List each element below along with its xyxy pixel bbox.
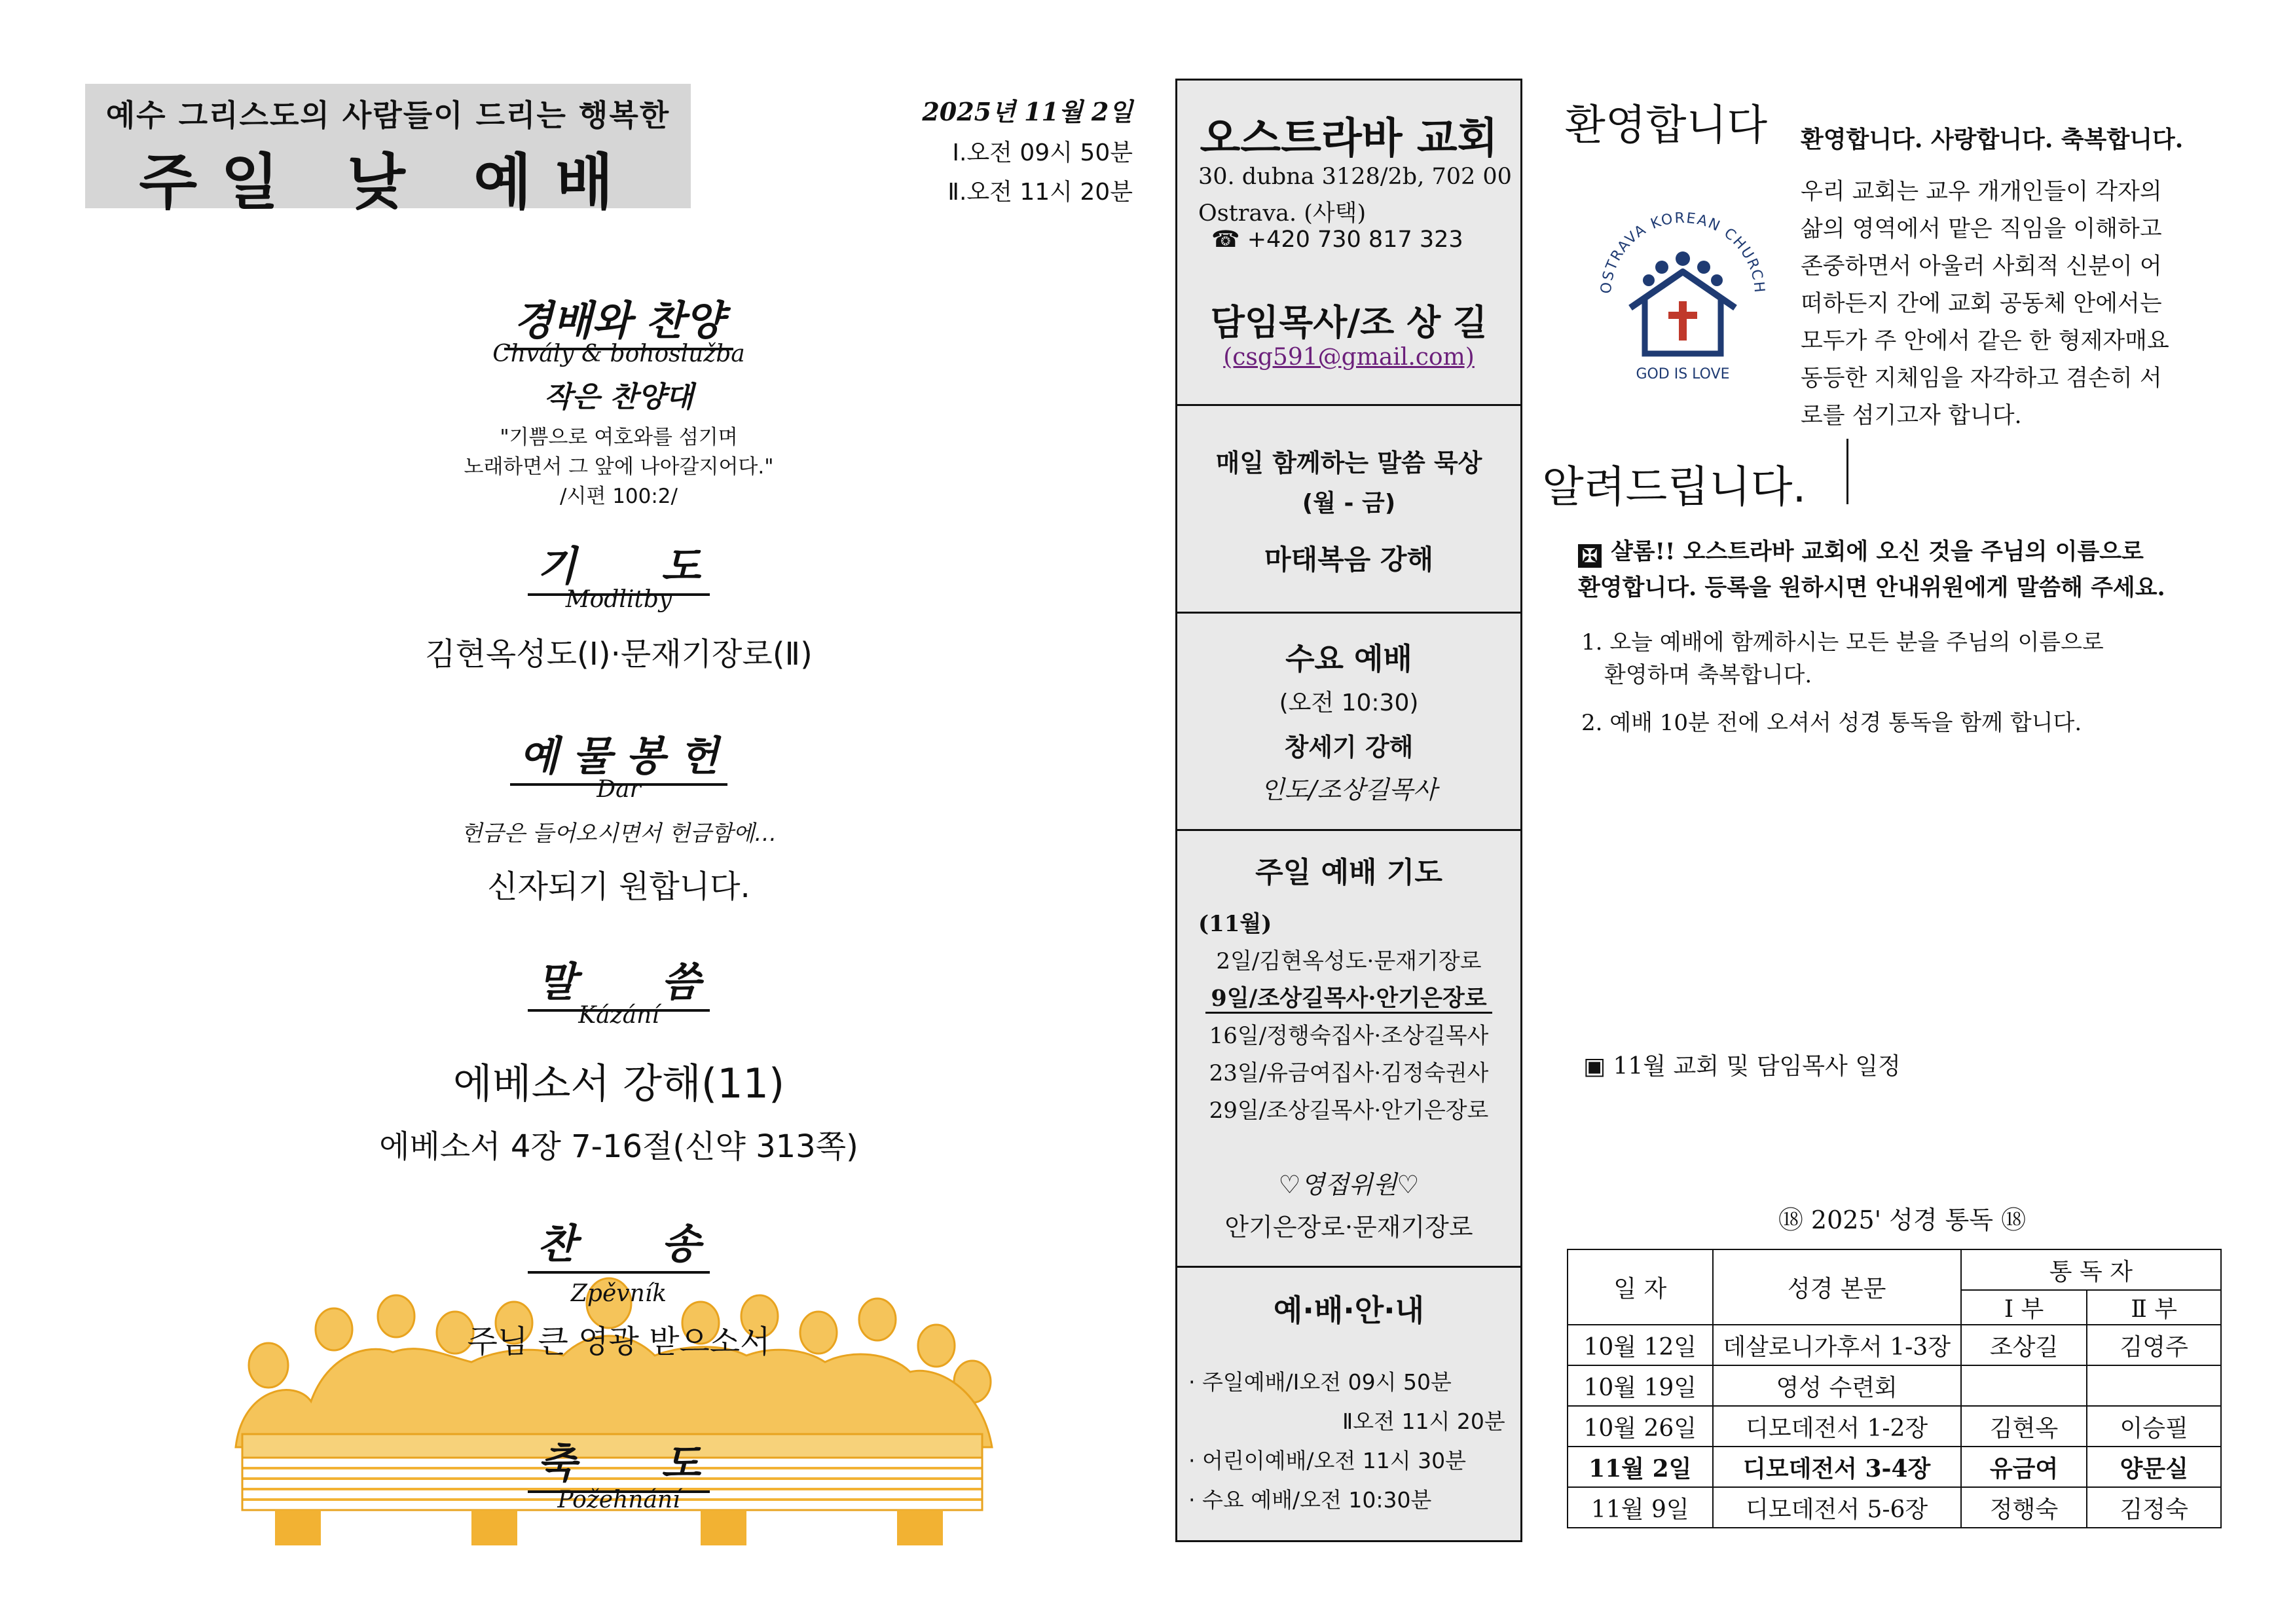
prayer-schedule-item-text: 9일/조상길목사·안기은장로 — [1205, 985, 1492, 1014]
choir-name: 작은 찬양대 — [544, 380, 693, 414]
church-address-1: 30. dubna 3128/2b, 702 00 — [1198, 164, 1512, 190]
sunday-prayer-month: (11월) — [1198, 911, 1272, 937]
hymn-title-text: 찬 송 — [528, 1211, 709, 1274]
notice-item-2: 2. 예배 10분 전에 오셔서 성경 통독을 함께 합니다. — [1581, 710, 2082, 736]
hymn-subtitle: Zpěvník — [570, 1280, 667, 1307]
welcome-paragraph-line: 모두가 주 안에서 같은 한 형제자매요 — [1801, 328, 2169, 354]
shalom-line-2: 환영합니다. 등록을 원하시면 안내위원에게 말씀해 주세요. — [1578, 574, 2165, 601]
blessing-title-text: 축 도 — [528, 1431, 709, 1493]
reading-title: ⑱ 2025' 성경 통독 ⑱ — [1778, 1206, 2027, 1234]
cell-text: 디모데전서 1-2장 — [1713, 1406, 1961, 1447]
verse-line-1: "기쁨으로 여호와를 섬기며 — [500, 426, 738, 449]
table-row — [1568, 1325, 2221, 1365]
sermon-subtitle: Kázání — [578, 1002, 659, 1029]
church-phone: ☎ +420 730 817 323 — [1211, 227, 1463, 253]
notice-item-1-cont: 환영하며 축복합니다. — [1604, 662, 1812, 688]
verse-line-2: 노래하면서 그 앞에 나아갈지어다." — [464, 455, 774, 479]
header-date: 일 자 — [1568, 1249, 1713, 1325]
cell-reader-2: 김영주 — [2087, 1325, 2221, 1365]
verse-reference: /시편 100:2/ — [560, 485, 678, 508]
wednesday-title: 수요 예배 — [1285, 641, 1412, 676]
prayer-schedule-item: 23일/유금여집사·김정숙권사 — [1209, 1060, 1489, 1086]
church-name: 오스트라바 교회 — [1200, 115, 1498, 163]
service-date: 2025년 11월 2일 — [922, 97, 1133, 126]
guide-item-wednesday: · 수요 예배/오전 10:30분 — [1188, 1487, 1432, 1513]
guide-item-sunday-2: Ⅱ오전 11시 20분 — [1342, 1409, 1505, 1434]
service-guide-title: 예·배·안·내 — [1273, 1293, 1425, 1328]
sermon-passage: 에베소서 4장 7-16절(신약 313쪽) — [379, 1128, 858, 1165]
shalom-notice — [1578, 534, 2233, 606]
cell-date: 10월 26일 — [1568, 1406, 1713, 1447]
cell-reader-1: 김현옥 — [1961, 1406, 2087, 1447]
cell-date: 11월 2일 — [1568, 1447, 1713, 1487]
table-row — [1568, 1365, 2221, 1406]
cell-text: 디모데전서 3-4장 — [1713, 1447, 1961, 1487]
pastor-email-link[interactable]: (csg591@gmail.com) — [1223, 344, 1475, 371]
cell-reader-1: 정행숙 — [1961, 1487, 2087, 1528]
guide-item-sunday: · 주일예배/Ⅰ오전 09시 50분 — [1188, 1369, 1452, 1395]
offering-subtitle: Dar — [597, 776, 641, 803]
offering-title-text: 예 물 봉 헌 — [510, 724, 727, 786]
offering-note: 헌금은 들어오시면서 헌금함에… — [460, 821, 777, 847]
cell-date: 11월 9일 — [1568, 1487, 1713, 1528]
cell-reader-2: 김정숙 — [2087, 1487, 2221, 1528]
logo-arc-textpath: OSTRAVA KOREAN CHURCH — [1598, 210, 1768, 295]
cell-text: 영성 수련회 — [1713, 1365, 1961, 1406]
worship-title-text: 경배와 찬양 — [504, 288, 733, 350]
bible-reading-table — [1567, 1249, 2222, 1528]
prayer-subtitle: Modlitby — [565, 586, 672, 613]
shalom-icon: ✠ — [1578, 544, 1602, 568]
offering-hymn: 신자되기 원합니다. — [487, 868, 750, 905]
cell-reader-1: 유금여 — [1961, 1447, 2087, 1487]
wednesday-topic: 창세기 강해 — [1284, 733, 1414, 762]
cell-reader-1: 조상길 — [1961, 1325, 2087, 1365]
cell-text: 디모데전서 5-6장 — [1713, 1487, 1961, 1528]
pastor-name: 담임목사/조 상 길 — [1210, 301, 1488, 343]
notices-title: 알려드립니다. — [1542, 462, 1807, 512]
daily-word-title: 매일 함께하는 말씀 묵상 — [1215, 449, 1482, 477]
church-address-2: Ostrava. (사택) — [1198, 200, 1367, 227]
header-part1: Ⅰ 부 — [1961, 1290, 2087, 1325]
blessing-subtitle: Požehnání — [557, 1486, 680, 1513]
worship-subtitle: Chvály & bohoslužba — [492, 341, 745, 367]
header-subtitle: 예수 그리스도의 사람들이 드리는 행복한 — [105, 98, 670, 133]
ushers-title: ♡영접위원♡ — [1278, 1170, 1420, 1199]
prayer-leaders: 김현옥성도(Ⅰ)·문재기장로(Ⅱ) — [425, 636, 813, 673]
header-part2: Ⅱ 부 — [2087, 1290, 2221, 1325]
table-row-current — [1568, 1447, 2221, 1487]
welcome-paragraph-line: 로를 섬기고자 합니다. — [1801, 403, 2022, 429]
welcome-paragraph-line: 떠하든지 간에 교회 공동체 안에서는 — [1801, 291, 2162, 317]
cell-reader-2 — [2087, 1365, 2221, 1406]
cell-reader-2: 이승필 — [2087, 1406, 2221, 1447]
notices-divider — [1846, 439, 1848, 504]
blessing-title — [295, 1431, 943, 1493]
prayer-title-text: 기 도 — [528, 534, 709, 596]
welcome-paragraph-line: 동등한 지체임을 자각하고 겸손히 서 — [1801, 365, 2162, 392]
prayer-schedule-item: 16일/정행숙집사·조상길목사 — [1209, 1023, 1489, 1049]
service-time-1: Ⅰ.오전 09시 50분 — [952, 139, 1133, 166]
header-text: 성경 본문 — [1713, 1249, 1961, 1325]
ushers-names: 안기은장로·문재기장로 — [1224, 1213, 1473, 1242]
cell-date: 10월 12일 — [1568, 1325, 1713, 1365]
wednesday-leader: 인도/조상길목사 — [1260, 775, 1437, 804]
church-logo-icon — [1585, 196, 1781, 393]
prayer-schedule-item: 29일/조상길목사·안기은장로 — [1209, 1098, 1489, 1124]
welcome-paragraph-line: 존중하면서 아울러 사회적 신분이 어 — [1801, 253, 2162, 280]
cell-reader-1 — [1961, 1365, 2087, 1406]
notice-item-1: 1. 오늘 예배에 함께하시는 모든 분을 주님의 이름으로 — [1581, 629, 2104, 655]
schedule-notice: ▣ 11월 교회 및 담임목사 일정 — [1583, 1053, 1901, 1080]
shalom-line-1: 샬롬!! 오스트라바 교회에 오신 것을 주님의 이름으로 — [1611, 538, 2144, 565]
welcome-paragraph-line: 우리 교회는 교우 개개인들이 각자의 — [1801, 179, 2162, 205]
hymn-name: 주님 큰 영광 받으소서 — [467, 1323, 771, 1360]
prayer-schedule-item-current — [1175, 980, 1522, 1013]
daily-word-book: 마태복음 강해 — [1264, 544, 1434, 576]
sermon-title-text: 말 씀 — [528, 950, 709, 1012]
welcome-greeting: 환영합니다. 사랑합니다. 축복합니다. — [1801, 126, 2184, 153]
welcome-title: 환영합니다 — [1565, 101, 1768, 150]
logo-bottom-text: GOD IS LOVE — [1636, 366, 1730, 382]
header-readers: 통 독 자 — [1961, 1249, 2221, 1290]
wednesday-time: (오전 10:30) — [1279, 690, 1419, 716]
cell-date: 10월 19일 — [1568, 1365, 1713, 1406]
table-row — [1568, 1406, 2221, 1447]
header-title: 주일 낮 예배 — [139, 147, 637, 217]
table-header-row — [1568, 1249, 2221, 1290]
sunday-prayer-title: 주일 예배 기도 — [1255, 856, 1442, 889]
guide-item-children: · 어린이예배/오전 11시 30분 — [1188, 1448, 1466, 1473]
table-row — [1568, 1487, 2221, 1528]
prayer-schedule-item: 2일/김현옥성도·문재기장로 — [1216, 948, 1482, 974]
sermon-series: 에베소서 강해(11) — [452, 1060, 785, 1107]
welcome-paragraph-line: 삶의 영역에서 맡은 직임을 이해하고 — [1801, 216, 2162, 242]
cell-text: 데살로니가후서 1-3장 — [1713, 1325, 1961, 1365]
service-time-2: Ⅱ.오전 11시 20분 — [947, 179, 1133, 206]
cell-reader-2: 양문실 — [2087, 1447, 2221, 1487]
daily-word-days: (월 - 금) — [1302, 490, 1396, 517]
